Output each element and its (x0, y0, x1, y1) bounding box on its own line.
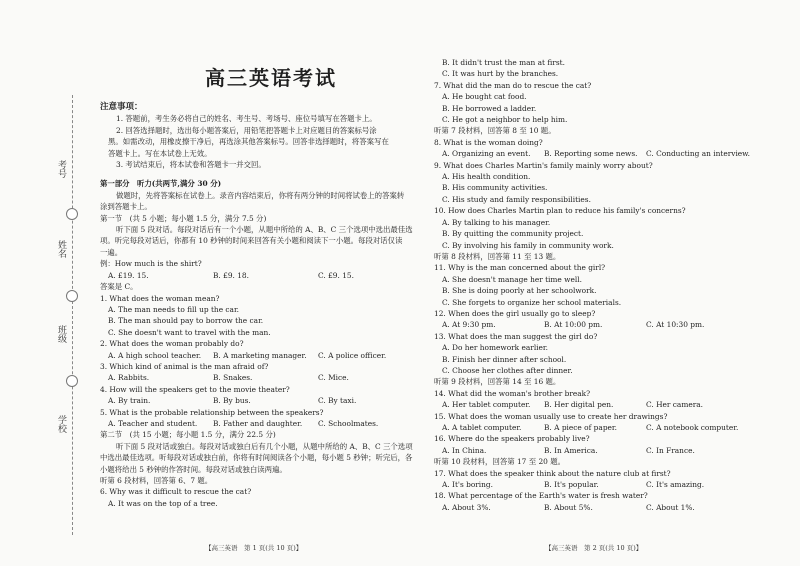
notes-heading: 注意事项： (100, 102, 143, 112)
option: B. His community activities. (442, 183, 548, 193)
example-options (100, 270, 410, 281)
option: A. She doesn't manage her time well. (442, 274, 582, 284)
section1-intro: 项。听完每段对话后，你都有 10 秒钟的时间来回答有关小题和阅读下一小题。每段对话仅读 (100, 236, 403, 246)
option: A. He bought cat food. (442, 92, 527, 102)
section2-heading: 第二节 (共 15 小题；每小题 1.5 分，满分 22.5 分) (100, 430, 276, 440)
option: A. About 3%. (442, 502, 491, 512)
notes-line: 2. 回答选择题时，选出每小题答案后，用铅笔把答题卡上对应题目的答案标号涂 (116, 125, 377, 135)
option: B. At 10:00 pm. (544, 320, 603, 330)
page-footer-right: 【高三英语 第 2 页(共 10 页)】 (545, 544, 643, 552)
example-question: 例：How much is the shirt? (100, 259, 202, 269)
option: B. About 5%. (544, 502, 593, 512)
option: C. It's amazing. (646, 480, 705, 490)
material-label: 听第 8 段材料，回答第 11 至 13 题。 (434, 251, 561, 261)
right-column (434, 57, 774, 513)
notes-line: 答题卡上。写在本试卷上无效。 (108, 148, 212, 158)
question: 2. What does the woman probably do? (100, 339, 244, 349)
question: 12. When does the girl usually go to sleep? (434, 308, 596, 318)
option: A. At 9:30 pm. (442, 320, 496, 330)
section1-intro: 一遍。 (100, 247, 123, 257)
question: 5. What is the probable relationship between the speakers? (100, 407, 324, 417)
option: A. £19. 15. (108, 270, 149, 280)
options-row (100, 418, 410, 429)
option: B. It's popular. (544, 480, 599, 490)
question: 3. Which kind of animal is the man afraid of? (100, 361, 269, 371)
option: A. His health condition. (442, 172, 531, 182)
question: 10. How does Charles Martin plan to reduce his family's concerns? (434, 206, 686, 216)
option: C. A police officer. (318, 350, 387, 360)
option: B. By bus. (213, 396, 251, 406)
binding-label-name: 姓名 (56, 240, 66, 258)
option: B. £9. 18. (213, 270, 249, 280)
option: A. In China. (442, 445, 487, 455)
section2-intro: 中选出最佳选项。听每段对话或独白前，你将有时间阅读各个小题，每小题 5 秒钟；听完后，各 (100, 453, 413, 463)
question: 14. What did the woman's brother break? (434, 388, 591, 398)
option: A. Rabbits. (108, 373, 150, 383)
option: C. Conducting an interview. (646, 149, 750, 159)
question: 4. How will the speakers get to the movie theater? (100, 384, 290, 394)
options-row (434, 445, 774, 456)
question: 8. What is the woman doing? (434, 137, 543, 147)
question: 6. Why was it difficult to rescue the cat? (100, 487, 252, 497)
option: C. Schoolmates. (318, 418, 379, 428)
option: A. Her tablet computer. (442, 400, 531, 410)
option: B. Father and daughter. (213, 418, 303, 428)
material-label: 听第 6 段材料，回答第 6、7 题。 (100, 476, 213, 485)
notes-line: 3. 考试结束后，将本试卷和答题卡一并交回。 (116, 160, 266, 170)
option: A. It's boring. (442, 480, 494, 490)
options-row (434, 502, 774, 513)
options-row (100, 350, 410, 361)
left-column (100, 102, 413, 509)
question: 11. Why is the man concerned about the girl? (434, 263, 606, 273)
option: A. By talking to his manager. (442, 217, 551, 227)
option: C. She doesn't want to travel with the man. (108, 327, 271, 337)
option: C. About 1%. (646, 502, 695, 512)
option: A. By train. (108, 396, 151, 406)
option: C. At 10:30 pm. (646, 320, 705, 330)
options-row (100, 372, 410, 383)
binding-margin (0, 0, 88, 566)
option: A. It was on the top of a tree. (108, 498, 218, 508)
option: C. Her camera. (646, 400, 704, 410)
option: C. In France. (646, 445, 695, 455)
option: B. Reporting some news. (544, 149, 638, 159)
section2-intro: 小题将给出 5 秒钟的作答时间。每段对话或独白读两遍。 (100, 464, 287, 474)
option: B. In America. (544, 445, 598, 455)
question: 16. Where do the speakers probably live? (434, 434, 590, 444)
option: A. Teacher and student. (108, 418, 198, 428)
binding-label-class: 班级 (56, 325, 66, 343)
part1-heading: 第一部分 听力(共两节,满分 30 分) (100, 179, 222, 189)
material-label: 听第 9 段材料，回答第 14 至 16 题。 (434, 377, 561, 387)
option: B. Her digital pen. (544, 400, 614, 410)
question: 15. What does the woman usually use to create her drawings? (434, 411, 668, 421)
question: 1. What does the woman mean? (100, 293, 220, 303)
option: B. The man should pay to borrow the car. (108, 316, 264, 326)
question: 17. What does the speaker think about the nature club at first? (434, 468, 671, 478)
options-row (434, 319, 774, 330)
options-row (434, 422, 774, 433)
material-label: 听第 10 段材料，回答第 17 至 20 题。 (434, 457, 565, 467)
question: 13. What does the man suggest the girl do? (434, 331, 598, 341)
option: B. He borrowed a ladder. (442, 103, 537, 113)
option: B. A piece of paper. (544, 423, 617, 432)
question: 7. What did the man do to rescue the cat? (434, 80, 592, 90)
part1-intro: 涂到答题卡上。 (100, 202, 152, 212)
exam-title: 高三英语考试 (205, 66, 337, 90)
options-row (100, 395, 410, 406)
option: C. £9. 15. (318, 270, 354, 280)
option: C. His study and family responsibilities. (442, 194, 591, 204)
part1-intro: 做题时，先将答案标在试卷上。录音内容结束后，你将有两分钟的时间将试卷上的答案转 (116, 190, 405, 200)
option: B. Finish her dinner after school. (442, 354, 567, 364)
binding-hole (66, 375, 78, 387)
option: C. Choose her clothes after dinner. (442, 365, 573, 375)
binding-hole (66, 290, 78, 302)
page-footer-left: 【高三英语 第 1 页(共 10 页)】 (205, 544, 303, 552)
option: C. She forgets to organize her school materials. (442, 297, 622, 307)
question: 18. What percentage of the Earth's water is fresh water? (434, 491, 648, 501)
options-row (434, 148, 774, 159)
material-label: 听第 7 段材料，回答第 8 至 10 题。 (434, 126, 556, 136)
options-row (434, 399, 774, 410)
option: A. A tablet computer. (442, 423, 522, 432)
option: B. A marketing manager. (213, 350, 307, 360)
option: A. The man needs to fill up the car. (108, 304, 240, 314)
section2-intro: 听下面 5 段对话或独白。每段对话或独白后有几个小题，从题中所给的 A、B、C 三个选项 (116, 441, 413, 451)
option: B. She is doing poorly at her schoolwork. (442, 286, 597, 296)
notes-line: 黑。如需改动，用橡皮擦干净后，再选涂其他答案标号。回答非选择题时，将答案写在 (108, 137, 389, 147)
option: C. A notebook computer. (646, 423, 739, 432)
option: C. Mice. (318, 373, 349, 383)
option: B. Snakes. (213, 373, 253, 383)
option: B. By quitting the community project. (442, 229, 584, 239)
section1-heading: 第一节 (共 5 小题；每小题 1.5 分，满分 7.5 分) (100, 213, 267, 223)
section1-intro: 听下面 5 段对话。每段对话后有一个小题，从题中所给的 A、B、C 三个选项中选出最佳选 (116, 225, 413, 235)
cut-line (72, 95, 73, 535)
option: C. By involving his family in community work. (442, 240, 614, 250)
option: A. Do her homework earlier. (442, 343, 548, 353)
option: C. He got a neighbor to help him. (442, 115, 568, 125)
binding-hole (66, 208, 78, 220)
binding-label-exam-number: 考号 (56, 160, 66, 178)
option: C. By taxi. (318, 396, 357, 406)
example-answer: 答案是 C。 (100, 282, 138, 292)
option: A. A high school teacher. (108, 350, 202, 360)
question: 9. What does Charles Martin's family mainly worry about? (434, 160, 653, 170)
option: A. Organizing an event. (442, 149, 531, 159)
options-row (434, 479, 774, 490)
option: C. It was hurt by the branches. (442, 69, 559, 79)
notes-line: 1. 答题前，考生务必将自己的姓名、考生号、考场号、座位号填写在答题卡上。 (116, 114, 377, 124)
option: B. It didn't trust the man at first. (442, 58, 565, 67)
binding-label-school: 学校 (56, 415, 66, 433)
